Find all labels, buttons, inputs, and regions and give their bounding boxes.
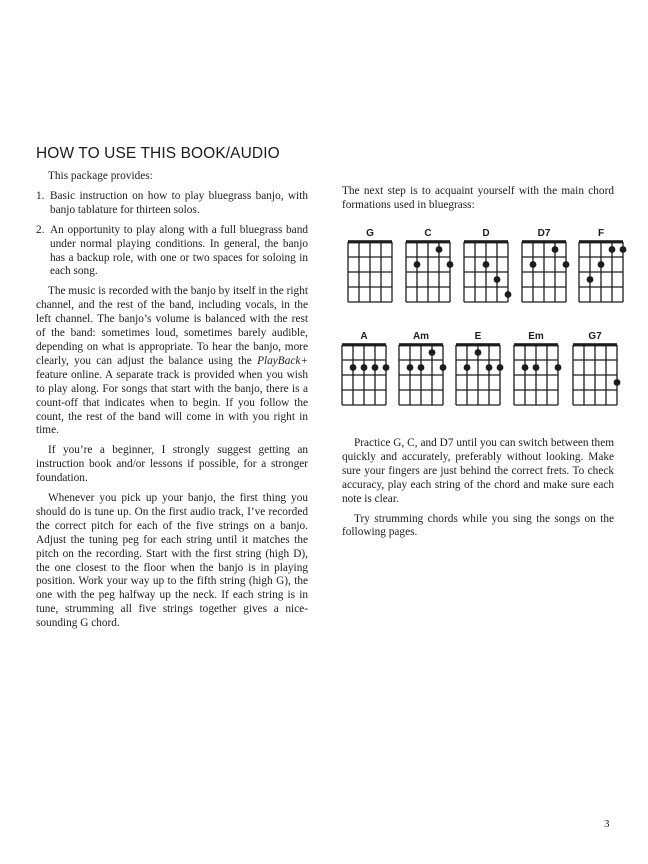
chord-label: C bbox=[424, 228, 432, 239]
page-number: 3 bbox=[604, 818, 610, 830]
left-column bbox=[36, 170, 308, 637]
intro-text: This package provides: bbox=[48, 170, 153, 182]
practice-paragraph: Practice G, C, and D7 until you can switch between them quickly and accurately, preferably without looking. Make sure your fingers are just behind the correct frets. To check accuracy, play each string of the chord and make sure each note is clear. bbox=[342, 437, 614, 505]
chord-diagram-g7 bbox=[573, 331, 620, 405]
chord-finger-dot bbox=[505, 291, 512, 298]
list-number: 1. bbox=[36, 189, 45, 202]
chord-finger-dot bbox=[620, 246, 627, 253]
playback-feature-name: PlayBack+ bbox=[257, 354, 308, 367]
chord-diagrams bbox=[338, 222, 638, 422]
chord-diagram-em bbox=[514, 331, 561, 405]
chord-finger-dot bbox=[587, 276, 594, 283]
music-text-pre: The music is recorded with the banjo by itself in the right channel, and the rest of the band, including vocals, in the left channel. The banjo’s volume is balanced with the rest of the band: sometimes loud, sometimes barely audible, depending on what is appropriate. To hear the banjo, more clearly, you can adjust the balance using the bbox=[36, 285, 308, 367]
chord-finger-dot bbox=[372, 364, 379, 371]
chord-label: D bbox=[482, 228, 490, 239]
chord-diagram-am bbox=[399, 331, 446, 405]
chord-finger-dot bbox=[598, 261, 605, 268]
chord-label: F bbox=[597, 228, 605, 239]
chord-finger-dot bbox=[383, 364, 390, 371]
chord-finger-dot bbox=[475, 349, 482, 356]
chord-finger-dot bbox=[552, 246, 559, 253]
chord-finger-dot bbox=[486, 364, 493, 371]
right-column-intro bbox=[342, 185, 614, 219]
chord-diagram-a bbox=[342, 331, 389, 405]
chord-finger-dot bbox=[436, 246, 443, 253]
chord-finger-dot bbox=[418, 364, 425, 371]
tuning-paragraph: Whenever you pick up your banjo, the first thing you should do is tune up. On the first audio track, I’ve recorded the correct pitch for each of the five strings on a banjo. Adjust the tuning peg for each string until it matches the pitch on the recording. Start with the first string (high D), the one closest to the floor when the banjo is in playing position. Work your way up to the fifth string (high G), the one with the peg halfway up the neck. If each string is in tune, strumming all five strings together gives a nice-sounding G chord. bbox=[36, 492, 308, 630]
chord-finger-dot bbox=[350, 364, 357, 371]
chord-label: G7 bbox=[588, 331, 602, 342]
chord-finger-dot bbox=[429, 349, 436, 356]
chord-diagram-d bbox=[464, 228, 511, 302]
chord-diagram-f bbox=[579, 228, 626, 302]
chord-finger-dot bbox=[483, 261, 490, 268]
chord-finger-dot bbox=[447, 261, 454, 268]
chord-label: G bbox=[366, 228, 374, 239]
chord-diagram-c bbox=[406, 228, 453, 302]
list-text: Basic instruction on how to play bluegrass banjo, with banjo tablature for thirteen solos. bbox=[50, 189, 308, 216]
chord-finger-dot bbox=[522, 364, 529, 371]
chord-diagram-e bbox=[456, 331, 503, 405]
chord-finger-dot bbox=[407, 364, 414, 371]
chord-diagram-g bbox=[348, 228, 392, 302]
music-paragraph bbox=[36, 285, 308, 438]
list-number: 2. bbox=[36, 223, 45, 236]
chord-finger-dot bbox=[609, 246, 616, 253]
music-text-post: feature online. A separate track is provided when you wish to play along. For songs that start with the banjo, there is a count-off that indicates when to begin. If you follow the count, the rest of the band will come in with you right in time. bbox=[36, 368, 308, 437]
page-heading: HOW TO USE THIS BOOK/AUDIO bbox=[36, 145, 280, 162]
chord-finger-dot bbox=[614, 379, 621, 386]
chord-finger-dot bbox=[563, 261, 570, 268]
right-column-practice bbox=[342, 437, 614, 546]
strum-paragraph: Try strumming chords while you sing the songs on the following pages. bbox=[342, 512, 614, 539]
chord-label: Am bbox=[412, 331, 430, 342]
chord-label: D7 bbox=[537, 228, 551, 239]
chord-label: E bbox=[474, 331, 482, 342]
chord-finger-dot bbox=[497, 364, 504, 371]
chord-finger-dot bbox=[555, 364, 562, 371]
chord-label: A bbox=[360, 331, 368, 342]
list-item-1 bbox=[36, 190, 308, 218]
chord-finger-dot bbox=[414, 261, 421, 268]
chord-label: Em bbox=[528, 331, 544, 342]
chord-finger-dot bbox=[494, 276, 501, 283]
beginner-paragraph: If you’re a beginner, I strongly suggest getting an instruction book and/or lessons if possible, for a stronger foundation. bbox=[36, 444, 308, 485]
list-item-2 bbox=[36, 224, 308, 280]
chord-finger-dot bbox=[530, 261, 537, 268]
chord-finger-dot bbox=[464, 364, 471, 371]
list-text: An opportunity to play along with a full bluegrass band under normal playing conditions. In general, the banjo has a backup role, with one or two spaces for soloing in each song. bbox=[50, 223, 308, 278]
chord-diagram-d7 bbox=[522, 228, 569, 302]
chord-intro-paragraph: The next step is to acquaint yourself with the main chord formations used in bluegrass: bbox=[342, 185, 614, 211]
chord-finger-dot bbox=[533, 364, 540, 371]
chord-finger-dot bbox=[440, 364, 447, 371]
chord-finger-dot bbox=[361, 364, 368, 371]
